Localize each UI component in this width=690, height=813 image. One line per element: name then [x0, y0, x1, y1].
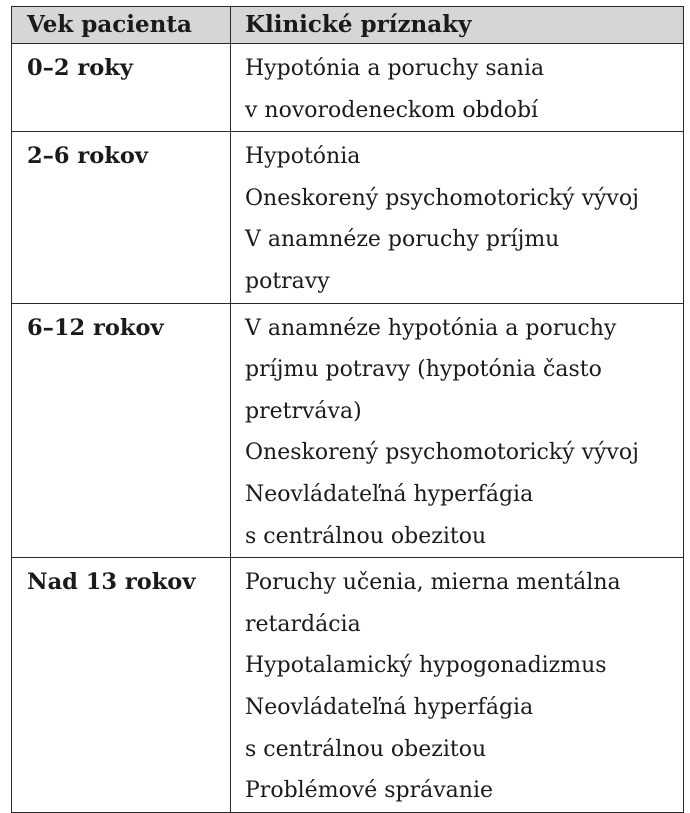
- symptom-line: v novorodeneckom období: [245, 97, 539, 123]
- symptom-line: V anamnéze hypotónia a poruchy: [245, 315, 617, 341]
- header-symptoms: Klinické príznaky: [245, 11, 472, 38]
- symptom-line: Neovládateľná hyperfágia: [245, 694, 534, 720]
- symptoms-cell: [231, 558, 683, 812]
- symptom-line: s centrálnou obezitou: [245, 736, 487, 762]
- table-row: [12, 303, 683, 558]
- symptom-line: Neovládateľná hyperfágia: [245, 481, 534, 507]
- age-cell: Nad 13 rokov: [12, 558, 231, 812]
- symptom-line: príjmu potravy (hypotónia často: [245, 357, 602, 383]
- symptom-line: pretrváva): [245, 398, 362, 424]
- table-row: [12, 131, 683, 302]
- symptom-line: retardácia: [245, 611, 361, 637]
- symptom-line: Poruchy učenia, mierna mentálna: [245, 570, 621, 596]
- table-header-row: [12, 7, 683, 43]
- age-cell: 2–6 rokov: [12, 132, 231, 302]
- symptom-line: Problémové správanie: [245, 778, 494, 804]
- symptoms-cell: [231, 132, 683, 302]
- symptom-line: Hypotónia: [245, 144, 361, 170]
- table-row: [12, 557, 683, 812]
- header-age: Vek pacienta: [12, 7, 231, 43]
- symptom-line: potravy: [245, 268, 330, 294]
- symptom-line: Oneskorený psychomotorický vývoj: [245, 440, 639, 466]
- symptoms-cell: [231, 44, 683, 131]
- symptoms-cell: [231, 304, 683, 558]
- age-cell: 6–12 rokov: [12, 304, 231, 558]
- age-cell: 0–2 roky: [12, 44, 231, 131]
- symptom-line: Hypotalamický hypogonadizmus: [245, 653, 607, 679]
- symptom-line: Oneskorený psychomotorický vývoj: [245, 185, 639, 211]
- symptom-line: s centrálnou obezitou: [245, 523, 487, 549]
- symptoms-table: [11, 6, 684, 813]
- symptom-line: Hypotónia a poruchy sania: [245, 56, 545, 81]
- table-row: [12, 43, 683, 131]
- symptom-line: V anamnéze poruchy príjmu: [245, 227, 560, 253]
